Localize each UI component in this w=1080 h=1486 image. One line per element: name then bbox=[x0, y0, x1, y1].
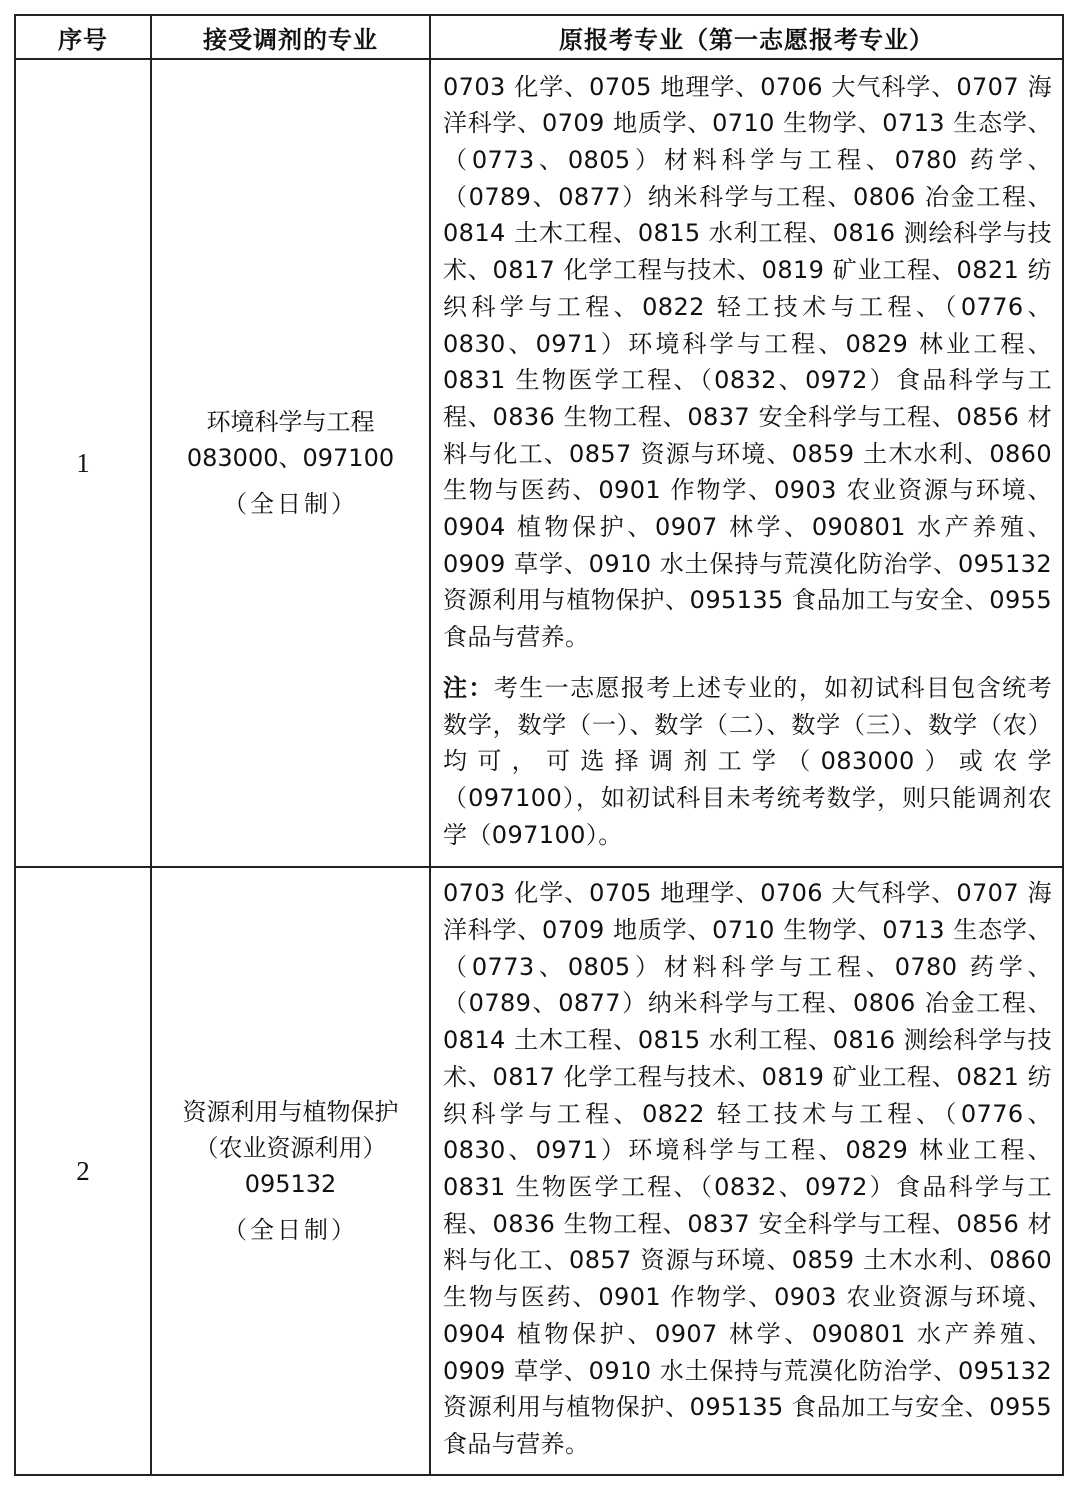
accept-major-cell bbox=[151, 59, 430, 867]
original-majors-text: 0703 化学、0705 地理学、0706 大气科学、0707 海洋科学、0709 地质学、0710 生物学、0713 生态学、（0773、0805）材料科学与工程、0780 药学、（0789、0877）纳米科学与工程、0806 冶金工程、0814 土木工程、0815 水利工程、0816 测绘科学与技术、0817 化学工程与技术、0819 矿业工程、0821 纺织科学与工程、0822 轻工技术与工程、（0776、0830、0971）环境科学与工程、0829 林业工程、0831 生物医学工程、（0832、0972）食品科学与工程、0836 生物工程、0837 安全科学与工程、0856 材料与化工、0857 资源与环境、0859 土木水利、0860 生物与医药、0901 作物学、0903 农业资源与环境、0904 植物保护、0907 林学、090801 水产养殖、0909 草学、0910 水土保持与荒漠化防治学、095132 资源利用与植物保护、095135 食品加工与安全、0955 食品与营养。 bbox=[443, 72, 1052, 652]
header-index: 序号 bbox=[15, 15, 151, 59]
adjustment-majors-table bbox=[14, 14, 1064, 1476]
table-row bbox=[15, 867, 1063, 1475]
note-paragraph bbox=[443, 670, 1052, 854]
row-index: 1 bbox=[15, 59, 151, 867]
accept-major-cell bbox=[151, 867, 430, 1475]
row-index: 2 bbox=[15, 867, 151, 1475]
header-row bbox=[15, 15, 1063, 59]
note-text: 考生一志愿报考上述专业的，如初试科目包含统考数学，数学（一）、数学（二）、数学（三）、数学（农）均可，可选择调剂工学（083000）或农学（097100），如初试科目未考统考数学，则只能调剂农学（097100）。 bbox=[443, 673, 1052, 849]
major-direction: （农业资源利用） bbox=[194, 1134, 387, 1162]
major-code: 095132 bbox=[244, 1170, 337, 1198]
major-name: 资源利用与植物保护 bbox=[182, 1098, 399, 1126]
original-majors-cell bbox=[430, 867, 1063, 1475]
major-name: 环境科学与工程 bbox=[206, 408, 375, 436]
header-accept-major: 接受调剂的专业 bbox=[151, 15, 430, 59]
study-mode: （全日制） bbox=[223, 1216, 358, 1244]
original-majors-text: 0703 化学、0705 地理学、0706 大气科学、0707 海洋科学、0709 地质学、0710 生物学、0713 生态学、（0773、0805）材料科学与工程、0780 药学、（0789、0877）纳米科学与工程、0806 冶金工程、0814 土木工程、0815 水利工程、0816 测绘科学与技术、0817 化学工程与技术、0819 矿业工程、0821 纺织科学与工程、0822 轻工技术与工程、（0776、0830、0971）环境科学与工程、0829 林业工程、0831 生物医学工程、（0832、0972）食品科学与工程、0836 生物工程、0837 安全科学与工程、0856 材料与化工、0857 资源与环境、0859 土木水利、0860 生物与医药、0901 作物学、0903 农业资源与环境、0904 植物保护、0907 林学、090801 水产养殖、0909 草学、0910 水土保持与荒漠化防治学、095132 资源利用与植物保护、095135 食品加工与安全、0955 食品与营养。 bbox=[443, 879, 1052, 1458]
table-header bbox=[15, 15, 1063, 59]
major-code: 083000、097100 bbox=[186, 444, 395, 472]
table-row bbox=[15, 59, 1063, 867]
original-majors-cell bbox=[430, 59, 1063, 867]
note-label: 注： bbox=[443, 673, 494, 702]
header-original-major: 原报考专业（第一志愿报考专业） bbox=[430, 15, 1063, 59]
study-mode: （全日制） bbox=[223, 490, 358, 518]
table-body bbox=[15, 59, 1063, 1475]
